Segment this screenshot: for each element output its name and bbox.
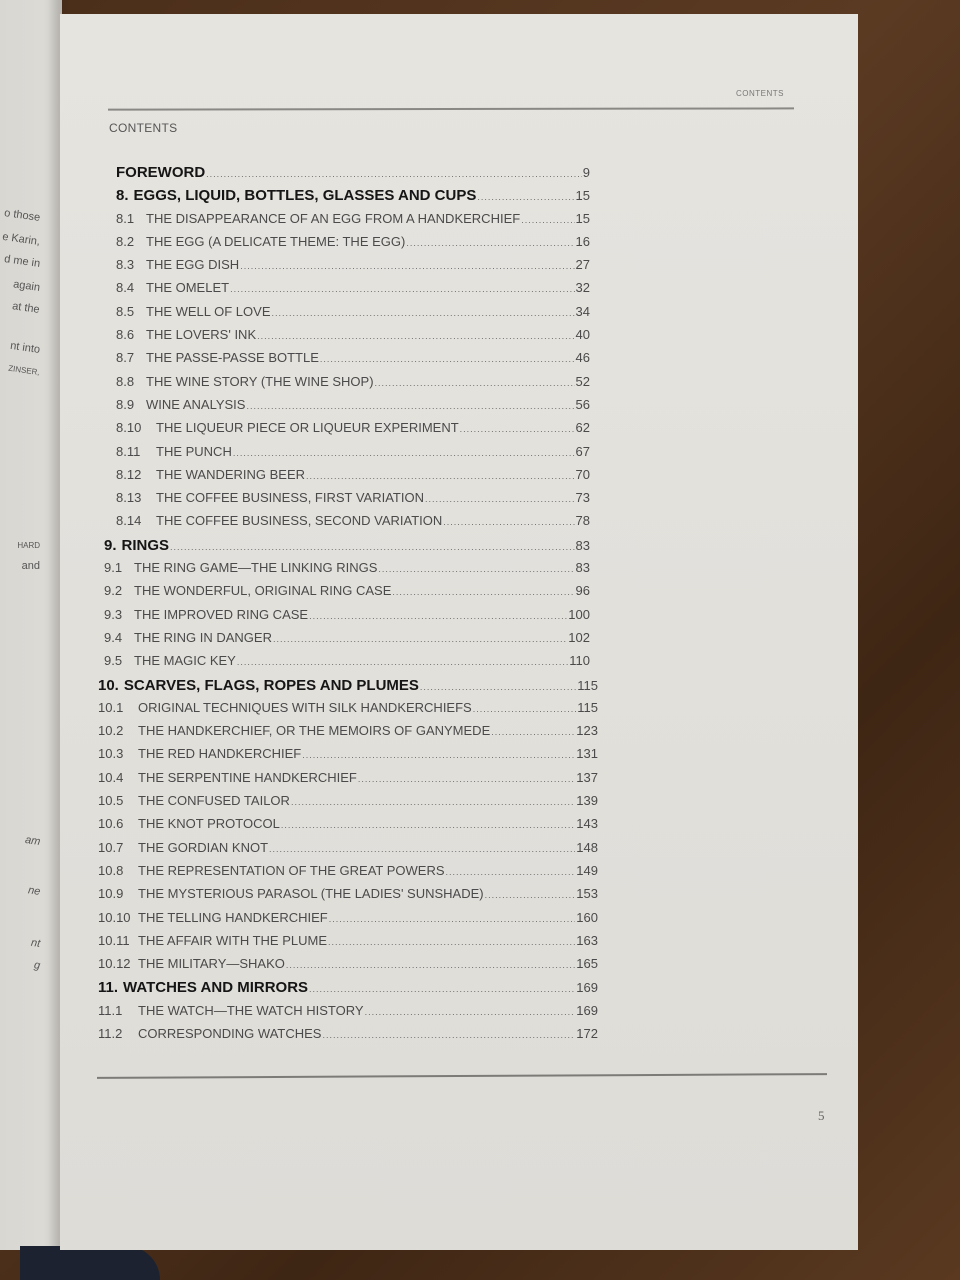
toc-dot-leader [233,448,575,458]
toc-dot-leader [309,984,575,994]
toc-entry-title: THE MAGIC KEY [134,653,236,669]
toc-entry-page: 46 [575,350,590,366]
toc-section-entry [116,304,590,327]
toc-entry-title: THE WELL OF LOVE [146,303,271,319]
toc-entry-title: ORIGINAL TECHNIQUES WITH SILK HANDKERCHIEFS [138,699,472,715]
toc-dot-leader [257,331,574,341]
toc-entry-page: 9 [582,165,590,180]
toc-entry-page: 100 [568,606,590,622]
toc-chapter-entry [116,187,590,210]
toc-entry-number: 11.1 [98,1002,123,1018]
toc-section-entry [104,560,590,583]
toc-entry-number: 8.2 [116,233,135,249]
toc-section-entry [116,234,590,257]
toc-dot-leader [406,238,574,248]
toc-entry-number: 10.5 [98,793,124,809]
toc-dot-leader [320,354,575,364]
toc-entry-title: THE COFFEE BUSINESS, SECOND VARIATION [156,513,443,529]
toc-entry-title: THE RING IN DANGER [134,629,272,645]
toc-entry-title: THE WANDERING BEER [156,466,306,482]
toc-entry-number: 9.4 [104,629,123,645]
toc-entry-page: 73 [575,490,590,506]
toc-entry-page: 16 [575,233,590,249]
toc-entry-title: THE LOVERS' INK [146,327,257,343]
toc-entry-number: 9. [104,536,117,554]
toc-chapter-entry [116,164,590,187]
toc-section-entry [98,933,598,956]
toc-entry-title: THE RING GAME—THE LINKING RINGS [134,560,378,576]
toc-entry-page: 52 [575,373,590,389]
toc-entry-page: 169 [576,980,598,996]
toc-entry-page: 143 [576,816,598,832]
left-page-text-fragment: ne [27,884,41,898]
toc-entry-number: 8.5 [116,303,135,319]
toc-entry-page: 165 [576,956,598,972]
toc-entry-page: 56 [575,396,590,412]
toc-entry-page: 172 [576,1025,598,1041]
toc-dot-leader [375,378,575,388]
toc-entry-page: 160 [576,909,598,925]
toc-section-entry [98,910,598,933]
toc-entry-title: THE SERPENTINE HANDKERCHIEF [138,769,357,785]
toc-entry-title: THE PUNCH [156,443,232,459]
toc-entry-number: 10.8 [98,862,124,878]
toc-dot-leader [240,261,574,271]
toc-chapter-entry [98,677,598,700]
toc-entry-page: 169 [576,1002,598,1018]
toc-entry-number: 8.12 [116,466,142,482]
toc-entry-number: 8.10 [116,420,142,436]
toc-entry-number: 8.7 [116,350,135,366]
toc-entry-number: 10.1 [98,699,124,715]
toc-entry-number: 10.11 [98,932,130,948]
toc-dot-leader [322,1030,575,1040]
toc-entry-page: 163 [576,932,598,948]
toc-entry-number: 8.13 [116,490,142,506]
toc-entry-page: 15 [575,188,590,204]
toc-section-entry [98,723,598,746]
toc-dot-leader [291,797,575,807]
section-label: CONTENTS [109,121,178,135]
toc-entry-number: 10.10 [98,909,131,925]
toc-entry-title: THE MYSTERIOUS PARASOL (THE LADIES' SUNSHADE) [138,886,484,902]
toc-entry-page: 70 [575,466,590,482]
left-page-text-fragment: g [33,959,41,972]
toc-dot-leader [460,424,575,434]
toc-dot-leader [473,704,577,714]
toc-entry-title: THE EGG DISH [146,257,240,273]
toc-entry-title: FOREWORD [116,164,206,181]
toc-entry-title: THE AFFAIR WITH THE PLUME [138,932,328,948]
toc-entry-page: 137 [576,769,598,785]
toc-entry-page: 110 [569,653,590,669]
toc-section-entry [98,746,598,769]
toc-section-entry [116,280,590,303]
toc-entry-number: 8.14 [116,513,142,529]
toc-entry-page: 96 [575,583,590,599]
toc-entry-page: 148 [576,839,598,855]
toc-section-entry [98,793,598,816]
toc-dot-leader [392,587,574,597]
toc-entry-page: 32 [575,280,590,296]
toc-chapter-entry [98,979,598,1002]
toc-section-entry [116,397,590,420]
toc-entry-number: 10.12 [98,956,131,972]
toc-entry-number: 9.3 [104,606,123,622]
left-page-text-fragment: ZINSER, [8,363,41,377]
toc-dot-leader [246,401,574,411]
toc-entry-title: EGGS, LIQUID, BOTTLES, GLASSES AND CUPS [133,187,477,205]
toc-dot-leader [328,937,575,947]
toc-entry-page: 83 [575,537,590,553]
toc-entry-number: 8. [116,187,129,205]
toc-entry-number: 10.4 [98,769,124,785]
toc-dot-leader [302,750,575,760]
toc-dot-leader [273,634,567,644]
toc-section-entry [98,886,598,909]
left-page-text-fragment: am [24,833,41,848]
toc-entry-title: WINE ANALYSIS [146,396,246,412]
toc-entry-title: THE GORDIAN KNOT [138,839,269,855]
toc-entry-title: THE HANDKERCHIEF, OR THE MEMOIRS OF GANYMEDE [138,723,491,739]
toc-section-entry [98,956,598,979]
toc-dot-leader [425,494,575,504]
toc-section-entry [98,1003,598,1026]
toc-entry-title: THE MILITARY—SHAKO [138,956,285,972]
toc-entry-number: 10. [98,676,119,694]
toc-dot-leader [309,611,567,621]
toc-section-entry [116,374,590,397]
toc-entry-title: THE WINE STORY (THE WINE SHOP) [146,373,374,389]
toc-section-entry [116,467,590,490]
toc-dot-leader [306,471,575,481]
toc-entry-page: 139 [576,793,598,809]
toc-entry-title: THE REPRESENTATION OF THE GREAT POWERS [138,862,445,878]
toc-dot-leader [237,657,568,667]
toc-entry-number: 10.7 [98,839,124,855]
toc-dot-leader [272,308,575,318]
toc-section-entry [98,700,598,723]
toc-entry-title: WATCHES AND MIRRORS [123,979,309,997]
toc-entry-title: THE DISAPPEARANCE OF AN EGG FROM A HANDKERCHIEF [146,210,521,226]
toc-entry-title: THE PASSE-PASSE BOTTLE [146,350,319,366]
toc-section-entry [104,607,590,630]
toc-entry-number: 8.1 [116,210,135,226]
toc-entry-page: 102 [568,629,590,645]
toc-dot-leader [170,542,575,552]
toc-section-entry [98,1026,598,1049]
table-of-contents [98,164,598,1049]
toc-section-entry [104,630,590,653]
toc-entry-title: THE WONDERFUL, ORIGINAL RING CASE [134,583,392,599]
toc-dot-leader [446,867,576,877]
toc-section-entry [104,583,590,606]
toc-section-entry [116,513,590,536]
toc-entry-number: 8.9 [116,396,135,412]
toc-entry-number: 9.2 [104,583,123,599]
running-head: CONTENTS [736,89,784,98]
toc-section-entry [116,490,590,513]
left-page-text-fragment: o those [3,207,41,224]
toc-section-entry [116,211,590,234]
left-page-text-fragment: again [12,278,41,294]
toc-section-entry [98,840,598,863]
toc-entry-page: 34 [575,303,590,319]
toc-entry-page: 115 [577,677,598,693]
toc-entry-number: 11. [98,979,119,997]
toc-entry-page: 115 [577,699,598,715]
toc-entry-page: 40 [575,327,590,343]
toc-dot-leader [485,890,576,900]
left-page-text-fragment: nt [30,936,41,950]
toc-entry-title: THE RED HANDKERCHIEF [138,746,302,762]
toc-entry-number: 8.11 [116,443,141,459]
toc-entry-title: THE COFFEE BUSINESS, FIRST VARIATION [156,490,424,506]
toc-entry-page: 62 [575,420,590,436]
toc-entry-number: 10.9 [98,886,124,902]
toc-chapter-entry [104,537,590,560]
left-page-text-fragment: e Karin, [1,230,41,248]
toc-dot-leader [281,820,575,830]
toc-section-entry [116,327,590,350]
toc-dot-leader [443,517,574,527]
toc-section-entry [104,653,590,676]
toc-section-entry [98,863,598,886]
toc-dot-leader [329,914,576,924]
toc-entry-page: 149 [576,862,598,878]
toc-dot-leader [491,727,575,737]
left-page-text-fragment: nt into [9,339,41,356]
toc-entry-number: 10.2 [98,723,124,739]
toc-entry-number: 8.4 [116,280,135,296]
toc-entry-page: 131 [576,746,598,762]
toc-entry-title: THE WATCH—THE WATCH HISTORY [138,1002,364,1018]
toc-dot-leader [420,682,576,692]
left-page-text-fragment: HARD [17,541,40,550]
toc-dot-leader [269,844,575,854]
toc-section-entry [116,257,590,280]
toc-dot-leader [286,960,575,970]
toc-entry-title: RINGS [121,536,170,554]
toc-dot-leader [358,774,575,784]
toc-entry-number: 11.2 [98,1025,123,1041]
toc-entry-title: THE EGG (A DELICATE THEME: THE EGG) [146,233,406,249]
toc-dot-leader [230,284,574,294]
toc-entry-page: 15 [575,210,590,226]
toc-entry-title: CORRESPONDING WATCHES [138,1025,322,1041]
toc-dot-leader [378,564,574,574]
toc-entry-page: 78 [575,513,590,529]
left-page-text-fragment: at the [11,300,41,316]
toc-entry-title: SCARVES, FLAGS, ROPES AND PLUMES [123,676,419,694]
toc-entry-number: 10.6 [98,816,124,832]
toc-section-entry [116,350,590,373]
toc-entry-number: 9.1 [104,560,123,576]
toc-entry-title: THE IMPROVED RING CASE [134,606,309,622]
toc-section-entry [98,816,598,839]
toc-entry-title: THE OMELET [146,280,230,296]
toc-entry-page: 83 [575,560,590,576]
toc-dot-leader [365,1007,576,1017]
toc-entry-page: 27 [575,257,590,273]
toc-entry-title: THE LIQUEUR PIECE OR LIQUEUR EXPERIMENT [156,420,459,436]
toc-entry-number: 8.3 [116,257,135,273]
toc-dot-leader [206,169,582,179]
toc-entry-title: THE TELLING HANDKERCHIEF [138,909,328,925]
left-page-text-fragment: and [21,560,40,572]
toc-entry-page: 123 [576,723,598,739]
toc-entry-page: 153 [576,886,598,902]
toc-section-entry [98,770,598,793]
page-number: 5 [818,1108,825,1123]
toc-section-entry [116,420,590,443]
toc-section-entry [116,444,590,467]
toc-entry-title: THE CONFUSED TAILOR [138,793,290,809]
toc-entry-page: 67 [575,443,590,459]
toc-entry-number: 10.3 [98,746,124,762]
toc-entry-number: 9.5 [104,653,123,669]
toc-entry-number: 8.6 [116,327,135,343]
toc-entry-number: 8.8 [116,373,135,389]
left-page-text-fragment: d me in [3,253,41,270]
toc-dot-leader [477,192,574,202]
toc-dot-leader [521,215,574,225]
background-cloth [20,1246,160,1280]
toc-entry-title: THE KNOT PROTOCOL [138,816,280,832]
